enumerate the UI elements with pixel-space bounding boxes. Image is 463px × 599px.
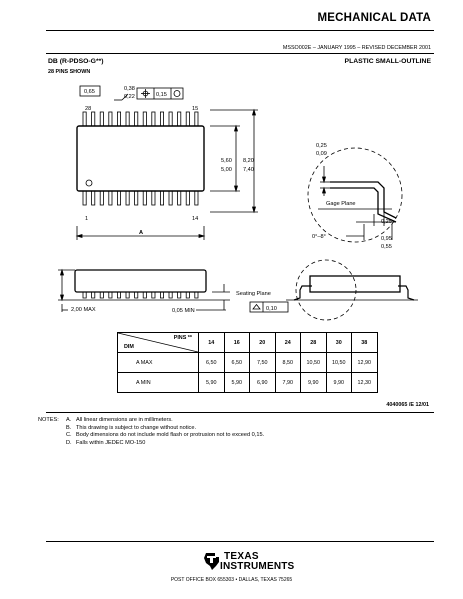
lead — [83, 191, 86, 205]
lead-thickness-max: 0,25 — [316, 143, 327, 149]
body-width-min: 5,00 — [221, 167, 232, 173]
pin1-marker — [86, 180, 92, 186]
pitch-value: 0,65 — [84, 89, 95, 95]
lead — [195, 112, 198, 126]
note-item — [38, 425, 264, 433]
note-letter: A. — [66, 417, 72, 423]
lead — [160, 191, 163, 205]
tolerance-value: 0,15 — [156, 92, 167, 98]
dim-header: DIM — [124, 344, 134, 350]
brand-line-2: INSTRUMENTS — [220, 561, 295, 572]
pin-count-cell: 30 — [326, 333, 352, 353]
lead — [83, 112, 86, 126]
lead — [92, 191, 95, 205]
pin-28-label: 28 — [85, 106, 92, 112]
row-label: A MIN — [118, 373, 199, 393]
lead — [143, 292, 146, 298]
lead — [83, 292, 86, 298]
note-text: This drawing is subject to change without notice. — [76, 424, 197, 431]
table-cell: 12,90 — [352, 353, 378, 373]
lead — [109, 112, 112, 126]
table-header-row — [118, 333, 378, 353]
lead — [169, 191, 172, 205]
pin-count-cell: 16 — [224, 333, 250, 353]
lead — [135, 292, 138, 298]
note-item — [38, 417, 264, 425]
lead — [195, 292, 198, 298]
table-cell: 6,50 — [199, 353, 225, 373]
lead — [135, 112, 138, 126]
note-letter: C. — [66, 432, 72, 439]
package-body-top-view — [77, 126, 204, 191]
table-cell: 12,30 — [352, 373, 378, 393]
lead — [117, 112, 120, 126]
table-cell: 10,50 — [301, 353, 327, 373]
package-type: PLASTIC SMALL-OUTLINE — [344, 58, 431, 65]
lead — [117, 191, 120, 205]
body-width-max: 5,60 — [221, 158, 232, 164]
dimension-table — [117, 332, 378, 393]
page-title: MECHANICAL DATA — [317, 12, 431, 24]
note-letter: B. — [66, 424, 72, 431]
lead — [92, 112, 95, 126]
lead — [152, 191, 155, 205]
seating-plane-label: Seating Plane — [236, 291, 271, 297]
package-code: DB (R-PDSO-G**) — [48, 58, 104, 65]
note-text: All linear dimensions are in millimeters. — [76, 417, 173, 423]
table-cell: 6,50 — [224, 353, 250, 373]
lead — [92, 292, 95, 298]
lead — [160, 292, 163, 298]
lead — [109, 292, 112, 298]
lead-width-max: 0,38 — [124, 86, 135, 92]
figure-rule — [46, 412, 434, 413]
lead — [186, 191, 189, 205]
lead — [100, 191, 103, 205]
note-letter: D. — [66, 439, 72, 446]
pin-1-label: 1 — [85, 216, 89, 222]
table-row — [118, 353, 378, 373]
lead — [186, 112, 189, 126]
table-cell: 7,90 — [275, 373, 301, 393]
lead — [126, 292, 129, 298]
standoff-min-label: 0,05 MIN — [172, 308, 195, 314]
pin-count-cell: 20 — [250, 333, 276, 353]
gage-plane-label: Gage Plane — [326, 201, 356, 207]
table-cell: 9,90 — [301, 373, 327, 393]
lead — [126, 191, 129, 205]
lead — [143, 191, 146, 205]
lead — [178, 191, 181, 205]
lead — [117, 292, 120, 298]
table-row — [118, 373, 378, 393]
lead — [186, 292, 189, 298]
lead — [135, 191, 138, 205]
pin-count-cell: 24 — [275, 333, 301, 353]
lead — [178, 292, 181, 298]
note-item — [38, 432, 264, 440]
pins-shown-label: 28 PINS SHOWN — [48, 69, 91, 75]
angle-label: 0°–8° — [312, 234, 326, 240]
pin-14-label: 14 — [192, 216, 199, 222]
gage-plane-value: 0,25 — [381, 219, 392, 225]
lead — [169, 112, 172, 126]
height-max-label: 2,00 MAX — [71, 307, 96, 313]
lead — [152, 292, 155, 298]
table-cell: 9,90 — [326, 373, 352, 393]
pin-count-cell: 14 — [199, 333, 225, 353]
lead — [195, 191, 198, 205]
note-text: Body dimensions do not include mold flash or protrusion not to exceed 0,15. — [76, 432, 265, 439]
length-label: A — [139, 230, 144, 236]
table-cell: 10,50 — [326, 353, 352, 373]
foot-length-min: 0,55 — [381, 244, 392, 250]
pins-header: PINS ** — [173, 335, 192, 341]
lead — [169, 292, 172, 298]
table-cell: 7,50 — [250, 353, 276, 373]
lead — [160, 112, 163, 126]
coplanarity-value: 0,10 — [266, 306, 277, 312]
pin-15-label: 15 — [192, 106, 199, 112]
table-cell: 8,50 — [275, 353, 301, 373]
postal-address: POST OFFICE BOX 655303 • DALLAS, TEXAS 75265 — [170, 577, 293, 583]
overall-width-min: 7,40 — [243, 167, 254, 173]
lead-detail-circle — [308, 148, 402, 242]
table-corner-cell — [118, 333, 199, 353]
row-label: A MAX — [118, 353, 199, 373]
note-item — [38, 440, 264, 448]
lead-thickness-min: 0,09 — [316, 151, 327, 157]
lead — [143, 112, 146, 126]
lead — [109, 191, 112, 205]
notes-section — [38, 417, 264, 447]
note-text: Falls within JEDEC MO-150 — [76, 439, 146, 446]
overall-width-max: 8,20 — [243, 158, 254, 164]
document-id: MSSO002E – JANUARY 1995 – REVISED DECEMBER 2001 — [282, 45, 431, 51]
ti-logo-icon — [202, 550, 222, 572]
lead — [178, 112, 181, 126]
lead — [152, 112, 155, 126]
table-cell: 6,90 — [250, 373, 276, 393]
top-lead-row — [83, 112, 198, 126]
bottom-lead-row — [83, 191, 198, 205]
foot-length-max: 0,95 — [381, 236, 392, 242]
figure-code: 4040065 /E 12/01 — [386, 402, 429, 408]
lead-width-min: 0,22 — [124, 94, 135, 100]
package-body-side-view — [75, 270, 206, 292]
table-cell: 5,90 — [199, 373, 225, 393]
footer-rule — [46, 541, 434, 542]
lead — [100, 112, 103, 126]
lead — [100, 292, 103, 298]
pin-count-cell: 38 — [352, 333, 378, 353]
table-cell: 5,90 — [224, 373, 250, 393]
notes-heading: NOTES: — [38, 417, 59, 423]
lead — [126, 112, 129, 126]
side-lead-row — [83, 292, 198, 298]
seating-detail-circle — [296, 260, 356, 320]
pin-count-cell: 28 — [301, 333, 327, 353]
brand-line-1: TEXAS — [224, 551, 259, 562]
